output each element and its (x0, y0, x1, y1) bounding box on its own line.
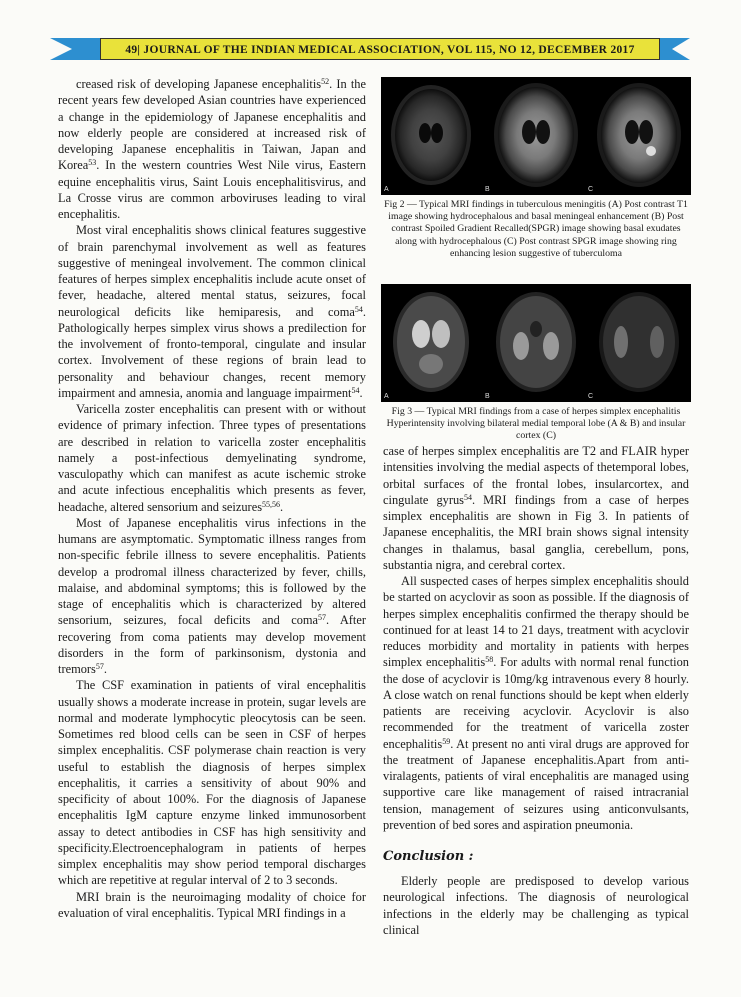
paragraph-text: . Pathologically herpes simplex virus shows a predilection for the involvement of fronto-temporal, cingulate and insular cortex. Involvement of these regions of brain lead to personality and behaviour changes, recent memory impairment and amnesia, anomia and language impairment (58, 304, 366, 400)
figure-3-caption: Fig 3 — Typical MRI findings from a case of herpes simplex encephalitis Hyperintensity involving bilateral medial temporal lobe (A & B) and insular cortex (C) (386, 406, 686, 442)
paragraph-text: . MRI findings from a case of herpes simplex encephalitis are shown in Fig 3. In patients of Japanese encephalitis, the MRI brain shows signal intensity changes in thalamus, basal ganglia, cerebellum, pons, substantia nigra, and cerebral cortex. (383, 492, 689, 572)
paragraph-text: creased risk of developing Japanese encephalitis (76, 77, 322, 91)
conclusion-body (383, 873, 689, 938)
right-column (383, 443, 689, 833)
citation-superscript: 55,56 (262, 499, 281, 509)
paragraph (58, 677, 366, 888)
paragraph-text: The CSF examination in patients of viral encephalitis usually shows a moderate increase in protein, sugar levels are normal and moderate lymphocytic pleocytosis can be seen. Sometimes red blood cells can be seen in CSF of herpes simplex encephalitis. CSF polymerase chain reaction is very useful to establish the diagnosis of herpes simplex encephalitis, it carries a sensitivity of about 90% and specificity of about 100%. For the diagnosis of Japanese encephalitis IgM capture enzyme linked immunosorbent assay to detect antibodies in CSF has high sensitivity and specificity.Electroencephalogram in patients of herpes simplex encephalitis may show period temporal discharges which are repetitive at regular interval of 2 to 3 seconds. (58, 678, 366, 888)
left-column (58, 76, 366, 921)
paragraph (58, 222, 366, 401)
paragraph-text: . After recovering from coma patients may develop movement disorders in the form of parkinsonism, dystonia and tremors (58, 613, 366, 676)
paragraph (58, 401, 366, 515)
citation-superscript: 59 (442, 736, 451, 746)
figure-3 (381, 284, 691, 443)
paragraph: Elderly people are predisposed to develop various neurological infections. The diagnosis of neurological infections in the elderly may be challenging as typical clinical (383, 874, 689, 937)
paragraph (383, 443, 689, 573)
paragraph-text: . (103, 662, 107, 676)
citation-superscript: 54 (354, 304, 363, 314)
paragraph-text: case of herpes simplex encephalitis are T2 and FLAIR hyper intensities involving the medial aspects of thetemporal lobes, orbital surfaces of the frontal lobes, insularcortex, and cingulate gyrus (383, 444, 689, 507)
paragraph-text: Most of Japanese encephalitis virus infections in the humans are asymptomatic. Symptomatic illness ranges from non-specific febrile illness to severe encephalitis. Patients develop a prodromal illness characterized by fever, chills, malaise, and abdominal symptoms; this is followed by the stage of encephalitis which is characterized by altered sensorium, seizures, focal deficits and coma (58, 515, 366, 628)
citation-superscript: 57 (95, 662, 104, 671)
paragraph (58, 76, 366, 222)
figure-2-caption: Fig 2 — Typical MRI findings in tuberculous meningitis (A) Post contrast T1 image showing hydrocephalous and basal meningeal enhancement (B) Post contrast Spoiled Gradient Recalled(SPGR) image showing basal exudates along with hydrocephalous (C) Post contrast SPGR image showing ring enhancing lesion suggestive of tuberculoma (384, 199, 688, 259)
panel-label-b: B (485, 186, 490, 193)
paragraph-text: All suspected cases of herpes simplex encephalitis should be started on acyclovir as soon as possible. If the diagnosis of herpes simplex encephalitis confirmed the therapy should be continued for at least 14 to 21 days, treatment with acyclovir reduces morbidity and mortality in patients with herpes simplex encephalitis (383, 574, 689, 670)
panel-label-c: C (588, 186, 594, 193)
paragraph-text: . For adults with normal renal function the dose of acyclovir is 10mg/kg intravenous every 8 hourly. A close watch on renal functions should be kept when elderly patients are receiving acyclovir. Acyclovir is also recommended for the treatment of varicella zoster encephalitis (383, 655, 689, 751)
citation-superscript: 53 (88, 158, 97, 168)
panel-label-a: A (384, 393, 389, 400)
paragraph-text: . In the western countries West Nile virus, Eastern equine encephalitis virus, Saint Louis encephalitisvirus, and La Crosse virus are common arboviruses leading to viral encephalitis. (58, 158, 366, 221)
figure-3-mri-image (381, 284, 691, 402)
citation-superscript: 52 (321, 77, 330, 86)
paragraph-text: MRI brain is the neuroimaging modality of choice for evaluation of viral encephalitis. Typical MRI findings in a (58, 889, 366, 920)
citation-superscript: 54 (464, 492, 472, 502)
citation-superscript: 54 (351, 385, 360, 395)
citation-superscript: 58 (485, 655, 494, 665)
paragraph-text: . (359, 385, 363, 400)
citation-superscript: 57 (318, 613, 327, 623)
panel-label-c: C (588, 393, 594, 400)
figure-2 (381, 77, 691, 260)
paragraph-text: . At present no anti viral drugs are approved for the treatment of Japanese encephalitis.Apart from anti-viralagents, patients of viral encephalitis are managed using supportive care like management of raised intracranial tension, management of seizures using anticonvulsants, prevention of bed sores and aspiration pneumonia. (383, 736, 689, 832)
paragraph-text: Varicella zoster encephalitis can present with or without evidence of primary infection. Three types of presentations are described in relation to varicella zoster encephalitis namely a post-infectious demyelinating syndrome, vasculopathy which can manifest as acute ischemic stroke and acute infectious encephalitis which presents as fever, headache, altered sensorium and seizures (58, 402, 366, 514)
panel-label-b: B (485, 393, 490, 400)
paragraph-text: . In the recent years few developed Asian countries have experienced a change in the epidemiology of Japanese encephalitis and now elderly people are considered at increased risk of developing Japanese encephalitis in Taiwan, Japan and Korea (58, 77, 366, 173)
figure-2-mri-image (381, 77, 691, 195)
paragraph-text: . (280, 499, 284, 514)
conclusion-heading: Conclusion : (383, 849, 474, 864)
paragraph (58, 515, 366, 678)
paragraph-text: Most viral encephalitis shows clinical features suggestive of brain parenchymal involvement as well as features suggestive of meningeal involvement. The common clinical features of herpes simplex encephalitis include acute onset of fever, headache, altered mental status, seizures, focal neurological deficits like hemiparesis, and coma (58, 223, 366, 319)
paragraph (58, 889, 366, 922)
panel-label-a: A (384, 186, 389, 193)
paragraph (383, 573, 689, 833)
journal-header: 49| JOURNAL OF THE INDIAN MEDICAL ASSOCIATION, VOL 115, NO 12, DECEMBER 2017 (100, 38, 660, 60)
